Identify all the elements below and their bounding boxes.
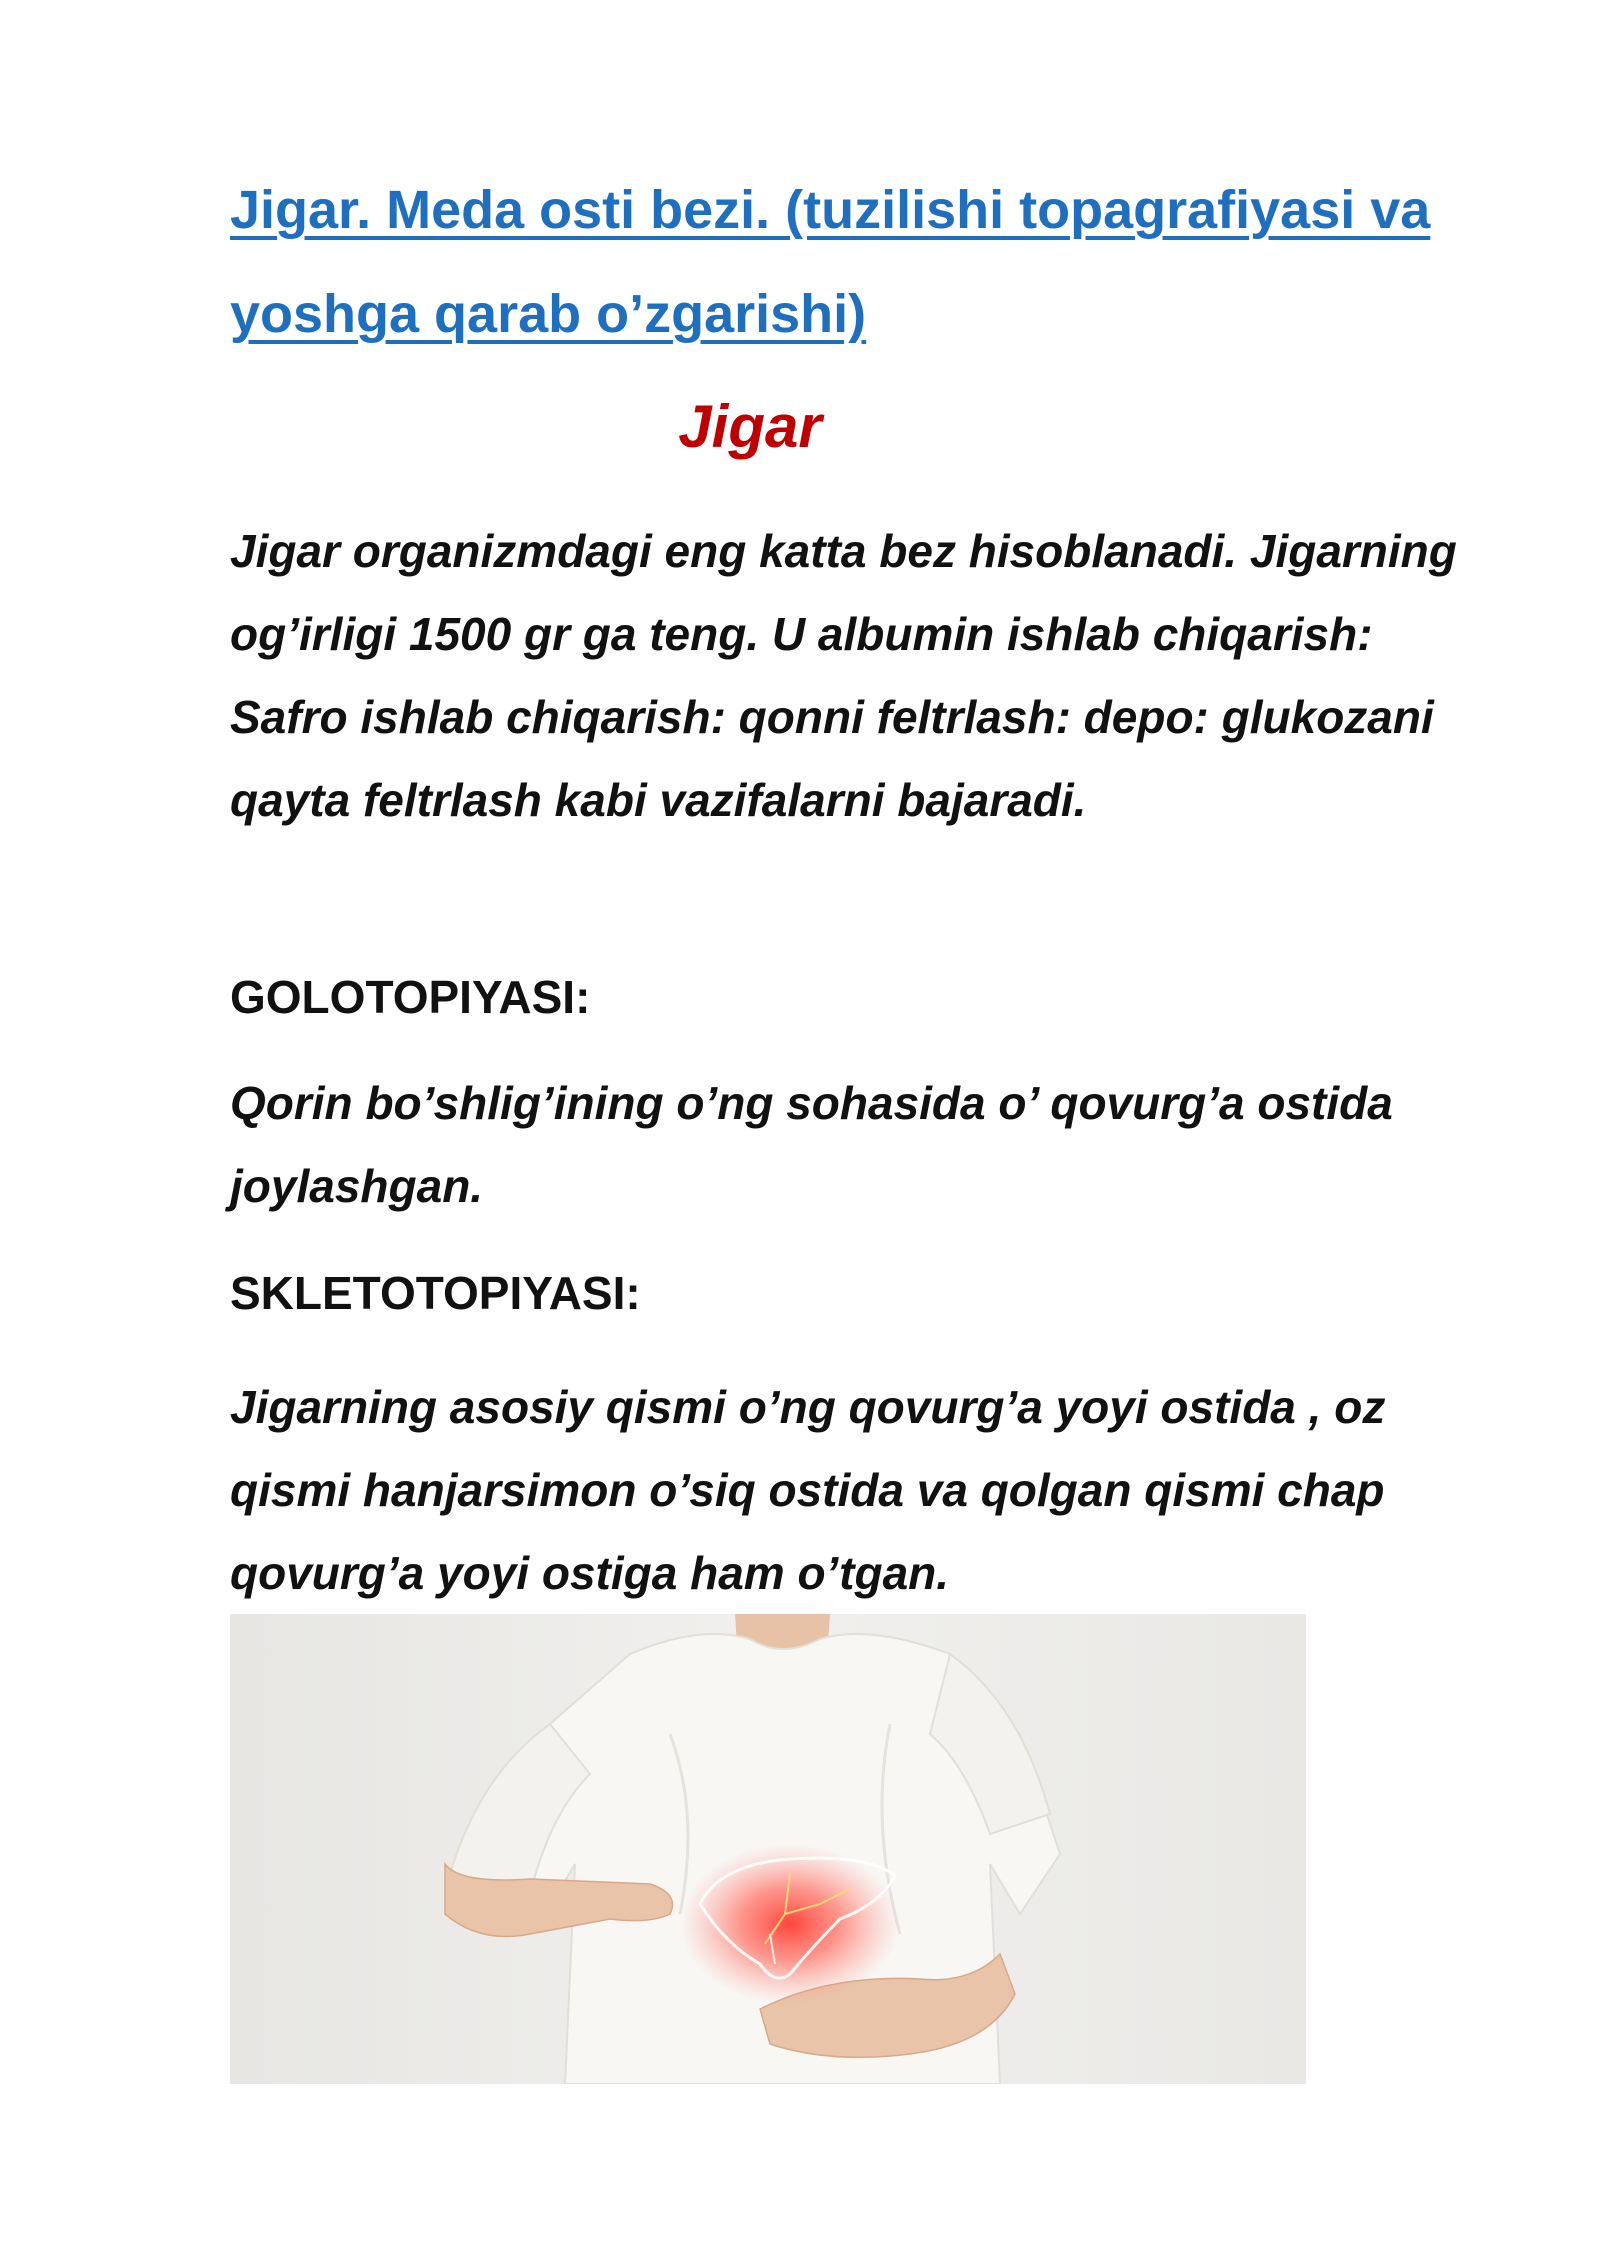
heading-golotopiya: GOLOTOPIYASI:	[230, 971, 591, 1023]
paragraph-liver-functions: Jigar organizmdagi eng katta bez hisoblanadi. Jigarning og’irligi 1500 gr ga teng. U albumin ishlab chiqarish: Safro ishlab chiqarish: qonni feltrlash: depo: glukozani qayta feltrlash kabi vazifalarni bajaradi.	[230, 525, 1457, 826]
liver-figure-image	[230, 1614, 1306, 2084]
heading-skeletotopiya: SKLETOTOPIYASI:	[230, 1267, 641, 1319]
liver-illustration-icon	[230, 1614, 1306, 2084]
document-title[interactable]: Jigar. Meda osti bezi. (tuzilishi topagrafiyasi va yoshga qarab o’zgarishi)	[230, 180, 1431, 344]
paragraph-golotopiya: Qorin bo’shlig’ining o’ng sohasida o’ qovurg’a ostida joylashgan.	[230, 1077, 1393, 1212]
section-heading-jigar: Jigar	[678, 393, 822, 460]
paragraph-skeletotopiya: Jigarning asosiy qismi o’ng qovurg’a yoyi ostida , oz qismi hanjarsimon o’siq ostida va qolgan qismi chap qovurg’a yoyi ostiga ham o’tgan.	[230, 1381, 1386, 1599]
